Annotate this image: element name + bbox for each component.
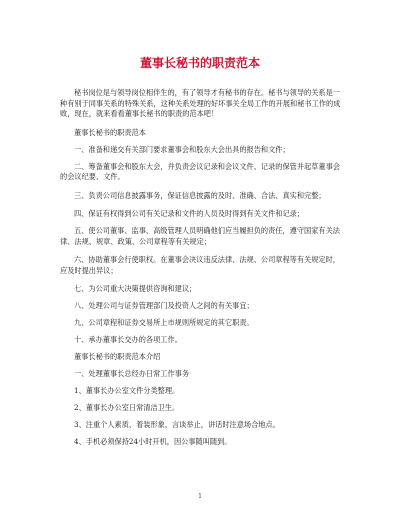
list-item: 六、协助董事会行使职权。在董事会决议违反法律、法规、公司章程等有关规定时，应及时提出异议；	[60, 255, 340, 275]
subsection-heading: 一、处理董事长总经办日常工作事务	[74, 369, 190, 378]
list-item: 3、注重个人素质、着装形象，言谈举止，讲话时注意场合地点。	[74, 420, 280, 429]
intro-paragraph: 秘书岗位是与领导岗位相伴生的，有了领导才有秘书的存在。秘书与领导的关系是一种有别于同事关系的特殊关系，这种关系处理的好坏事关全局工作的开展和秘书工作的成败，现在，就来看看董事长秘书的职责的范本吧！	[60, 88, 341, 118]
list-item: 2、董事长办公室日常清洁卫生。	[74, 403, 180, 412]
list-item: 八、处理公司与证券管理部门及投资人之间的有关事宜；	[74, 301, 254, 310]
list-item: 1、董事长办公室文件分类整理。	[74, 386, 180, 395]
document-body	[60, 88, 346, 454]
list-item: 三、负责公司信息披露事务，保证信息披露的及时、准确、合法、真实和完整；	[74, 190, 326, 200]
list-item: 九、公司章程和证券交易所上市规则所规定的其它职责。	[74, 318, 254, 327]
list-item: 七、为公司重大决策提供咨询和建议；	[74, 284, 197, 293]
list-item: 二、筹备董事会和股东大会，并负责会议记录和会议文件、记录的保管并起草董事会的会议纪要、文件。	[60, 161, 340, 181]
page-title: 董事长秘书的职责范本	[139, 56, 260, 70]
list-item: 一、准备和递交有关部门要求董事会和股东大会出具的报告和文件；	[74, 144, 290, 154]
list-item: 五、使公司董事、监事、高级管理人员明确他们应当履担负的责任，遵守国家有关法律、法规、规章、政策、公司章程等有关规定；	[60, 226, 340, 246]
section-heading: 董事长秘书的职责范本	[74, 127, 146, 137]
list-item: 4、手机必须保持24小时开机，因公事随叫随到。	[74, 437, 232, 446]
list-item: 四、保证有权得到公司有关记录和文件的人员及时得到有关文件和记录；	[74, 209, 305, 218]
list-item: 十、承办董事长交办的各项工作。	[74, 335, 182, 344]
page-number: 1	[198, 493, 202, 500]
section-heading: 董事长秘书的职责范本介绍	[74, 352, 161, 361]
